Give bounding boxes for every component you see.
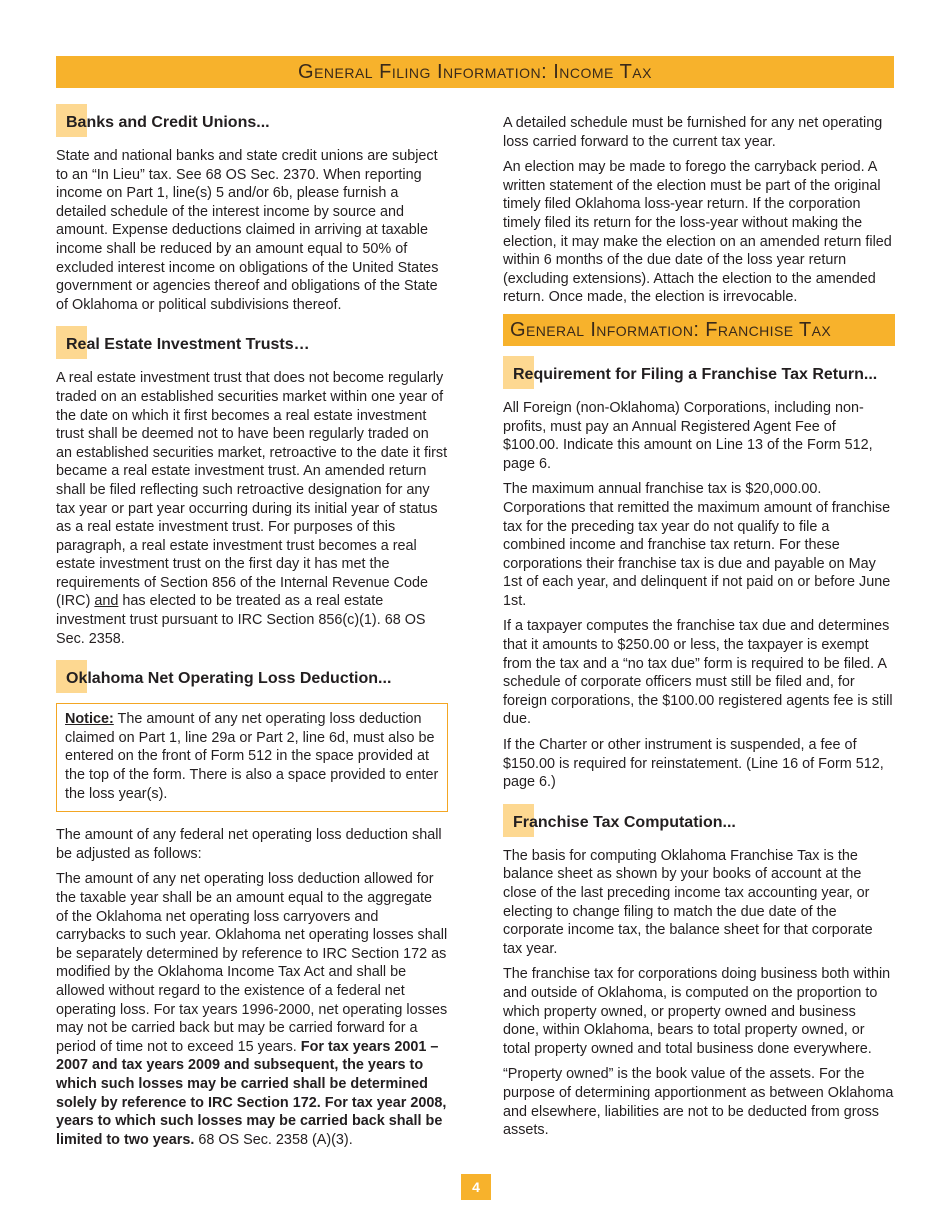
nol-bold-text: For tax years 2001 – 2007 and tax years 2009 and subsequent, the years to which such losses may be carried shall be determined solely by reference to IRC Section 172. For tax year 2008, years to which such losses may be carried back shall be limited to two years.: [56, 1038, 447, 1148]
section-heading-banks: [56, 104, 448, 137]
right-column: [503, 114, 895, 1147]
left-column: [56, 104, 448, 1156]
nol-schedule-paragraph: A detailed schedule must be furnished for any net operating loss carried forward to the current tax year.: [503, 115, 883, 150]
heading-text: Franchise Tax Computation...: [513, 813, 736, 831]
nol-paragraph-1: The amount of any federal net operating loss deduction shall be adjusted as follows:: [56, 827, 442, 862]
section-heading-computation: [503, 804, 895, 837]
heading-text: Banks and Credit Unions...: [66, 114, 270, 131]
nol-election-paragraph: An election may be made to forego the carryback period. A written statement of the election must be part of the original timely filed Oklahoma loss-year return. If the corporation timely filed its return for the loss-year without making the election, it may make the election on an amended return filed within 6 months of the due date of the loss year return (excluding extensions). Attach the election to the amended return. Once made, the election is irrevocable.: [503, 159, 892, 306]
page-number: 4: [461, 1174, 491, 1200]
comp-paragraph-3: “Property owned” is the book value of the assets. For the purpose of determining apportionment as between Oklahoma and elsewhere, liabilities are not to be deducted from gross assets.: [503, 1066, 894, 1139]
franchise-tax-banner: General Information: Franchise Tax: [503, 314, 895, 346]
reit-and-underlined: and: [94, 593, 119, 610]
heading-text: Requirement for Filing a Franchise Tax Return...: [513, 365, 878, 383]
page-title-banner: General Filing Information: Income Tax: [56, 56, 894, 88]
nol-paragraph-2: [56, 870, 448, 1149]
comp-paragraph-1: The basis for computing Oklahoma Franchise Tax is the balance sheet as shown by your books of account at the close of the last preceding income tax accounting year, or electing to change filing to match the due date of the corporate income tax, the balance sheet for that corporate tax year.: [503, 847, 873, 957]
notice-box: [56, 703, 448, 812]
comp-paragraph-2: The franchise tax for corporations doing business both within and outside of Oklahoma, is computed on the proportion to which property owned, or property owned and business done, within Oklahoma, bears to total property owned, or total property owned and total business done everywhere.: [503, 966, 891, 1057]
reit-paragraph: [56, 369, 448, 648]
heading-text: Oklahoma Net Operating Loss Deduction...: [66, 670, 392, 688]
req-paragraph-2: The maximum annual franchise tax is $20,000.00. Corporations that remitted the maximum amount of franchise tax for the preceding tax year do not qualify to file a combined income and franchise tax return. For these corporations their franchise tax is due and payable on May 1st of each year, and delinquent if not paid on or before June 1st.: [503, 481, 891, 609]
req-paragraph-1: All Foreign (non-Oklahoma) Corporations, including non-profits, must pay an Annual Registered Agent Fee of $100.00. Indicate this amount on Line 13 of the Form 512, page 6.: [503, 399, 873, 472]
reit-text-a: A real estate investment trust that does not become regularly traded on an established securities market within one year of the date on which it first becomes a real estate investment trust shall be deemed not to have been regularly traded on an established securities market, retroactive to the date it first became a real estate investment trust. An amended return shall be filed reflecting such retroactive designation for any tax year or part year occurring during its initial year of status as a real estate investment trust. For purposes of this paragraph, a real estate investment trust becomes a real estate investment trust on the first day it has met the requirements of Section 856 of the Internal Revenue Code (IRC): [56, 370, 448, 610]
banks-paragraph: State and national banks and state credit unions are subject to an “In Lieu” tax. See 68 OS Sec. 2370. When reporting income on Part 1, line(s) 5 and/or 6b, please furnish a detailed schedule of the interest income by source and amount. Expense deductions claimed in arriving at taxable income shall be reduced by an amount equal to 50% of excluded interest income on obligations of the United States government or agencies thereof and obligations of the State of Oklahoma or political subdivisions thereof.: [56, 148, 439, 313]
section-heading-requirement: [503, 356, 895, 389]
section-heading-nol: [56, 660, 448, 693]
req-paragraph-4: If the Charter or other instrument is suspended, a fee of $150.00 is required for reinstatement. (Line 16 of Form 512, page 6.): [503, 737, 884, 791]
nol-citation: 68 OS Sec. 2358 (A)(3).: [198, 1131, 353, 1148]
notice-text: The amount of any net operating loss deduction claimed on Part 1, line 29a or Part 2, line 6d, must also be entered on the front of Form 512 in the space provided at the top of the form. There is also a space provided to enter the loss year(s).: [65, 711, 439, 802]
section-heading-reit: [56, 326, 448, 359]
reit-text-b: has elected to be treated as a real estate investment trust pursuant to IRC Section 856(c)(1). 68 OS Sec. 2358.: [56, 593, 426, 647]
nol-text: The amount of any net operating loss deduction allowed for the taxable year shall be an amount equal to the aggregate of the Oklahoma net operating loss carryovers and carrybacks to such year. Oklahoma net operating losses shall be separately determined by reference to IRC Section 172 as modified by the Oklahoma Income Tax Act and shall be allowed without regard to the existence of a federal net operating loss. For tax years 1996-2000, net operating losses may not be carried back but may be carried forward for a period of time not to exceed 15 years.: [56, 871, 448, 1055]
notice-label: Notice:: [65, 711, 114, 728]
heading-text: Real Estate Investment Trusts…: [66, 336, 310, 354]
req-paragraph-3: If a taxpayer computes the franchise tax due and determines that it amounts to $250.00 or less, the taxpayer is exempt from the tax and a “no tax due” form is required to be filed. A schedule of corporate officers must still be filed and, for foreign corporations, the $100.00 registered agents fee is still due.: [503, 618, 893, 728]
